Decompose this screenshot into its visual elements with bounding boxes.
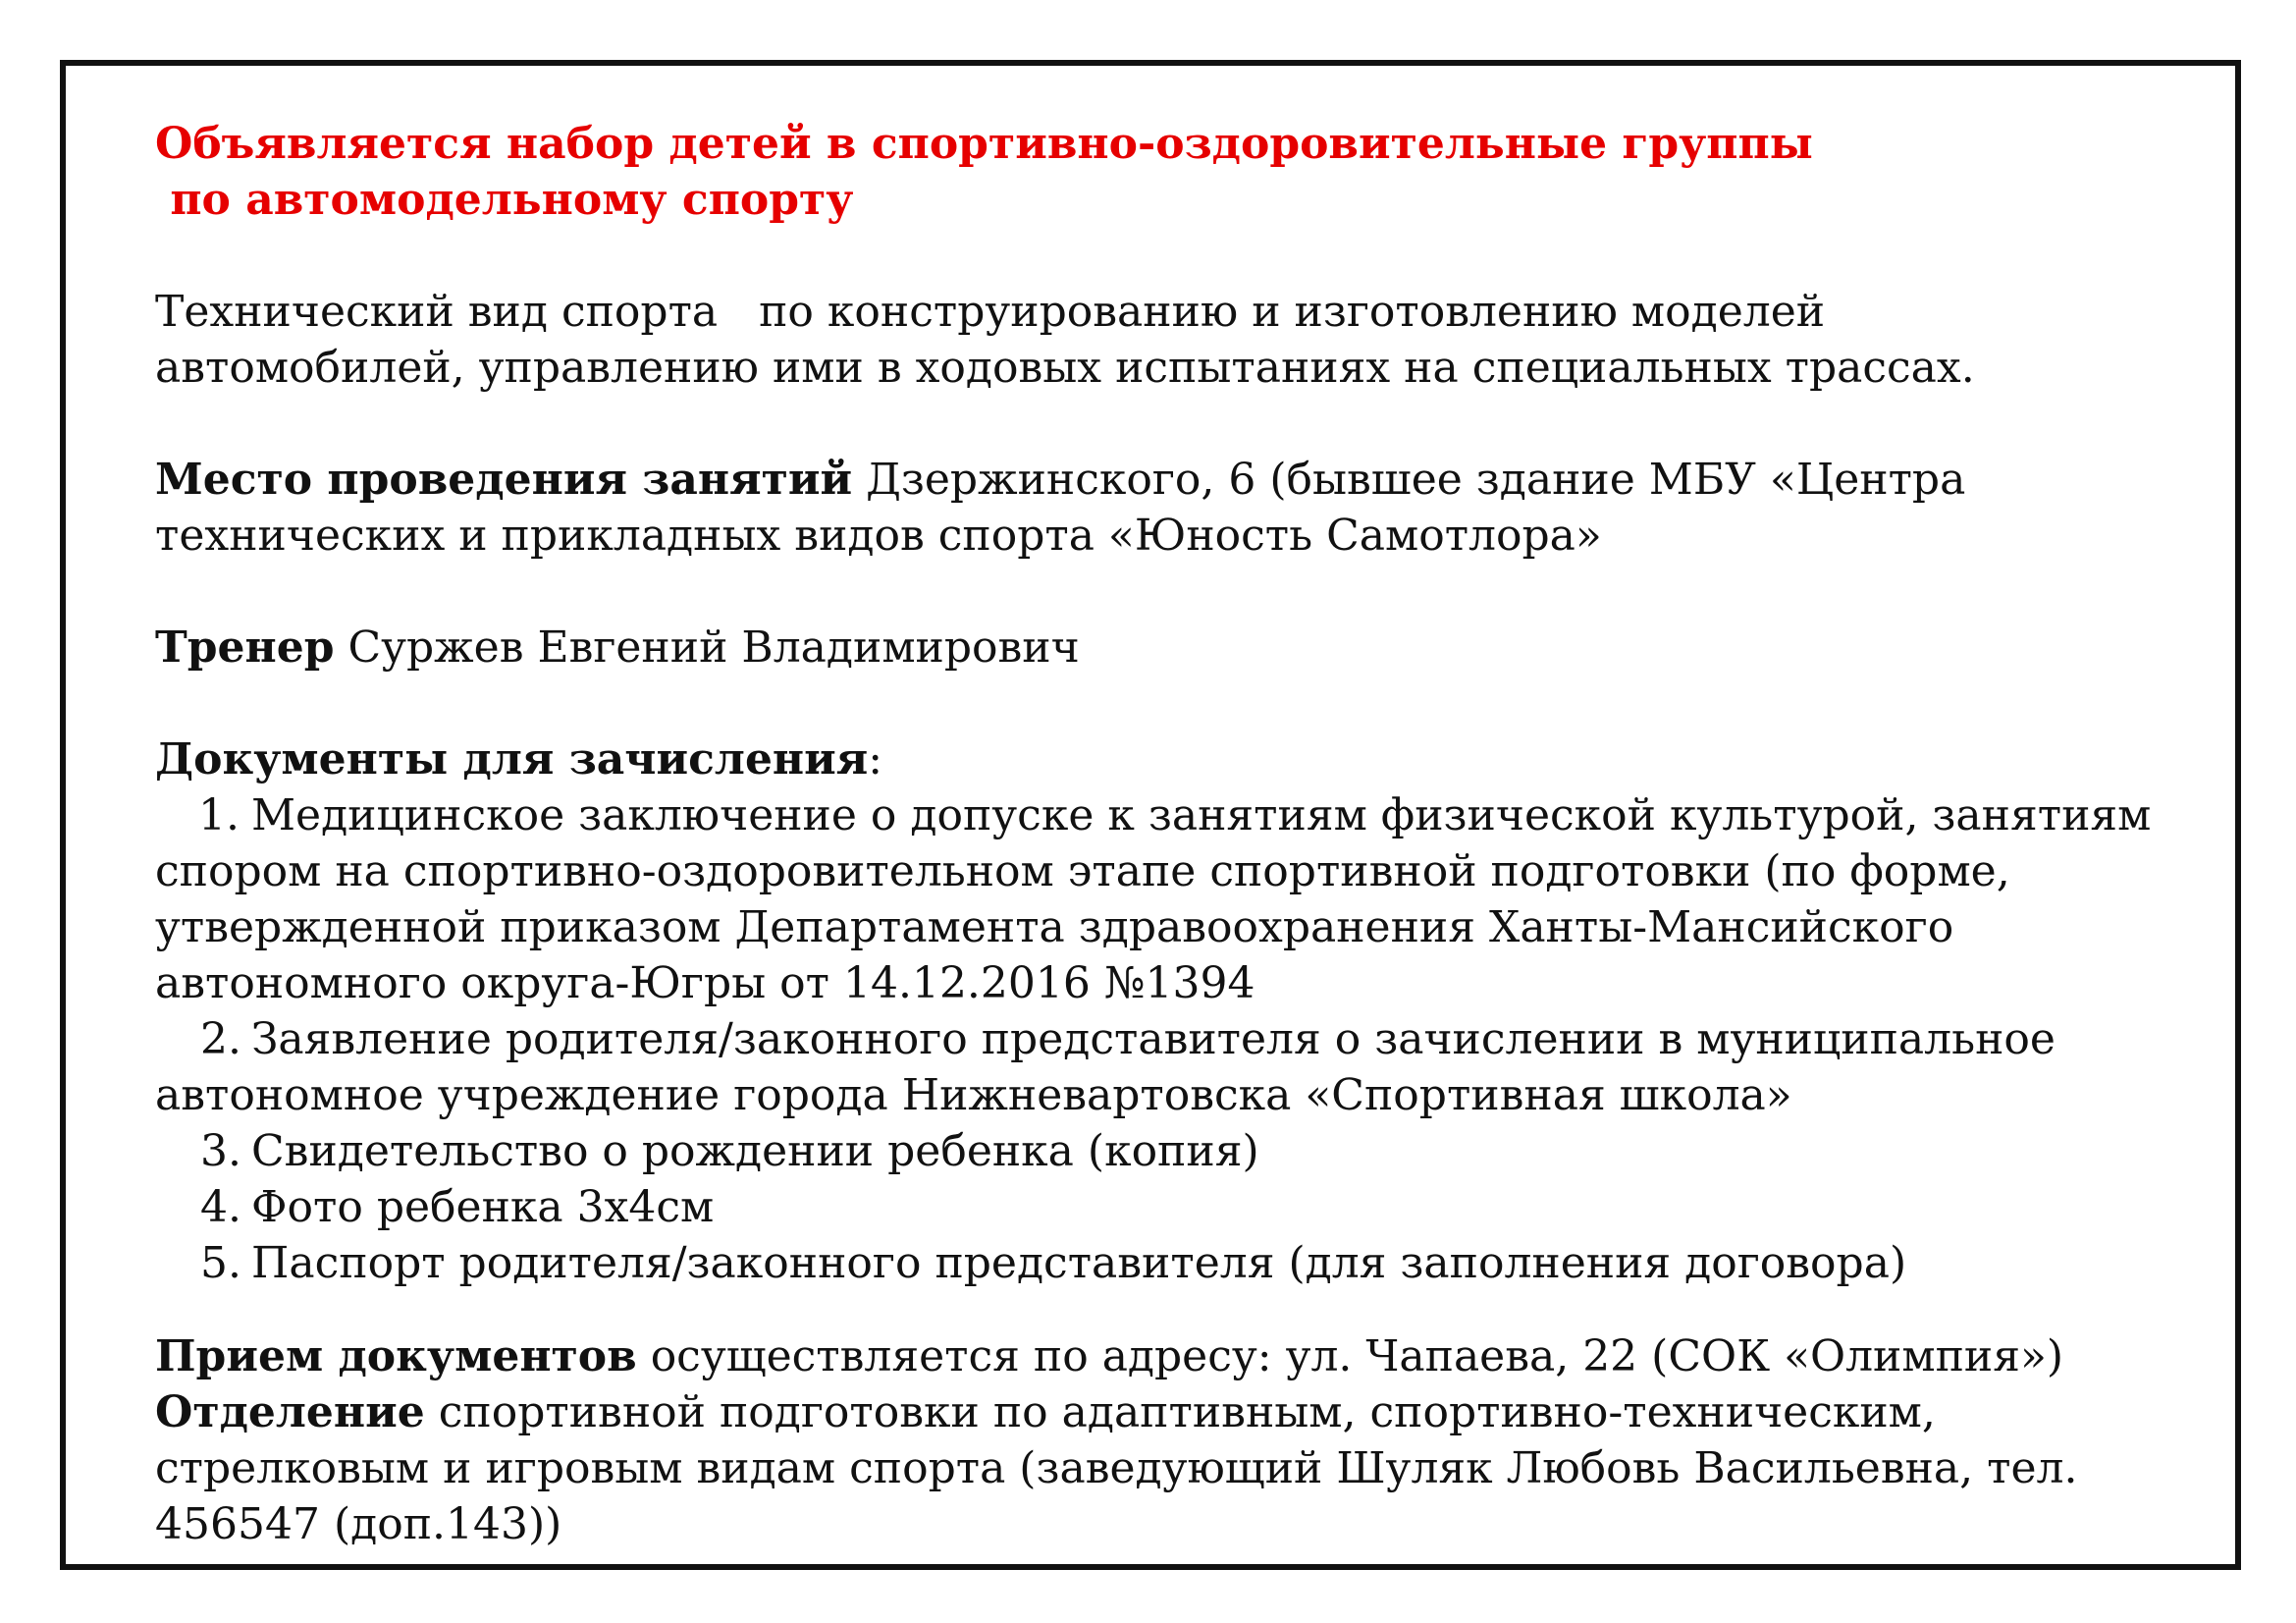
coach-label: Тренер: [155, 622, 335, 673]
list-item: [155, 1179, 2197, 1235]
list-item-text: Паспорт родителя/законного представителя (для заполнения договора): [251, 1238, 1907, 1288]
list-item: [155, 1011, 2197, 1123]
title-line-2: по автомодельному спорту: [155, 175, 854, 225]
title-line-1: Объявляется набор детей в спортивно-оздоровительные группы: [155, 119, 1813, 169]
department-line-3: 456547 (доп.143)): [155, 1499, 562, 1549]
list-item-text: автономного округа-Югры от 14.12.2016 №1394: [155, 958, 1255, 1008]
documents-colon: :: [868, 734, 883, 784]
list-item-text: Заявление родителя/законного представителя о зачислении в муниципальное: [251, 1014, 2056, 1064]
list-item: [155, 787, 2197, 1011]
list-item-text: Фото ребенка 3х4см: [251, 1182, 715, 1232]
reception-section: [155, 1328, 2197, 1384]
list-item: [155, 1235, 2197, 1291]
department-line-2: стрелковым и игровым видам спорта (заведующий Шуляк Любовь Васильевна, тел.: [155, 1443, 2078, 1493]
department-label: Отделение: [155, 1387, 425, 1437]
venue-section: [155, 452, 2197, 564]
list-item-number: 5.: [200, 1238, 241, 1288]
list-item-text: спором на спортивно-оздоровительном этапе спортивной подготовки (по форме,: [155, 846, 2010, 896]
announcement: [155, 116, 2197, 1552]
list-item-text: Медицинское заключение о допуске к занятиям физической культурой, занятиям: [251, 790, 2152, 840]
venue-address: Дзержинского, 6 (бывшее здание МБУ «Центра: [852, 455, 1966, 505]
coach-section: [155, 620, 2197, 676]
list-item-text: утвержденной приказом Департамента здравоохранения Ханты-Мансийского: [155, 902, 1954, 952]
department-section: [155, 1384, 2197, 1552]
list-item-text: Свидетельство о рождении ребенка (копия): [251, 1126, 1259, 1176]
documents-section: [155, 731, 2197, 1291]
list-item-number: 3.: [200, 1126, 241, 1176]
documents-label: Документы для зачисления: [155, 734, 869, 784]
list-item-number: 4.: [200, 1182, 241, 1232]
list-item: [155, 1123, 2197, 1179]
reception-label: Прием документов: [155, 1331, 637, 1381]
venue-line-2: технических и прикладных видов спорта «Юность Самотлора»: [155, 511, 1602, 561]
sport-description: [155, 284, 2197, 396]
coach-name: Суржев Евгений Владимирович: [334, 622, 1080, 673]
list-item-text: автономное учреждение города Нижневартовска «Спортивная школа»: [155, 1070, 1792, 1120]
list-item-number: 1.: [198, 790, 240, 840]
description-line-2: автомобилей, управлению ими в ходовых испытаниях на специальных трассах.: [155, 343, 1975, 393]
venue-label: Место проведения занятий: [155, 455, 853, 505]
description-line-1: Технический вид спорта по конструированию и изготовлению моделей: [155, 287, 1826, 337]
list-item-number: 2.: [200, 1014, 241, 1064]
department-text: спортивной подготовки по адаптивным, спортивно-техническим,: [424, 1387, 1936, 1437]
reception-address: осуществляется по адресу: ул. Чапаева, 22 (СОК «Олимпия»): [636, 1331, 2064, 1381]
announcement-title: [155, 116, 2197, 228]
documents-list: [155, 787, 2197, 1291]
